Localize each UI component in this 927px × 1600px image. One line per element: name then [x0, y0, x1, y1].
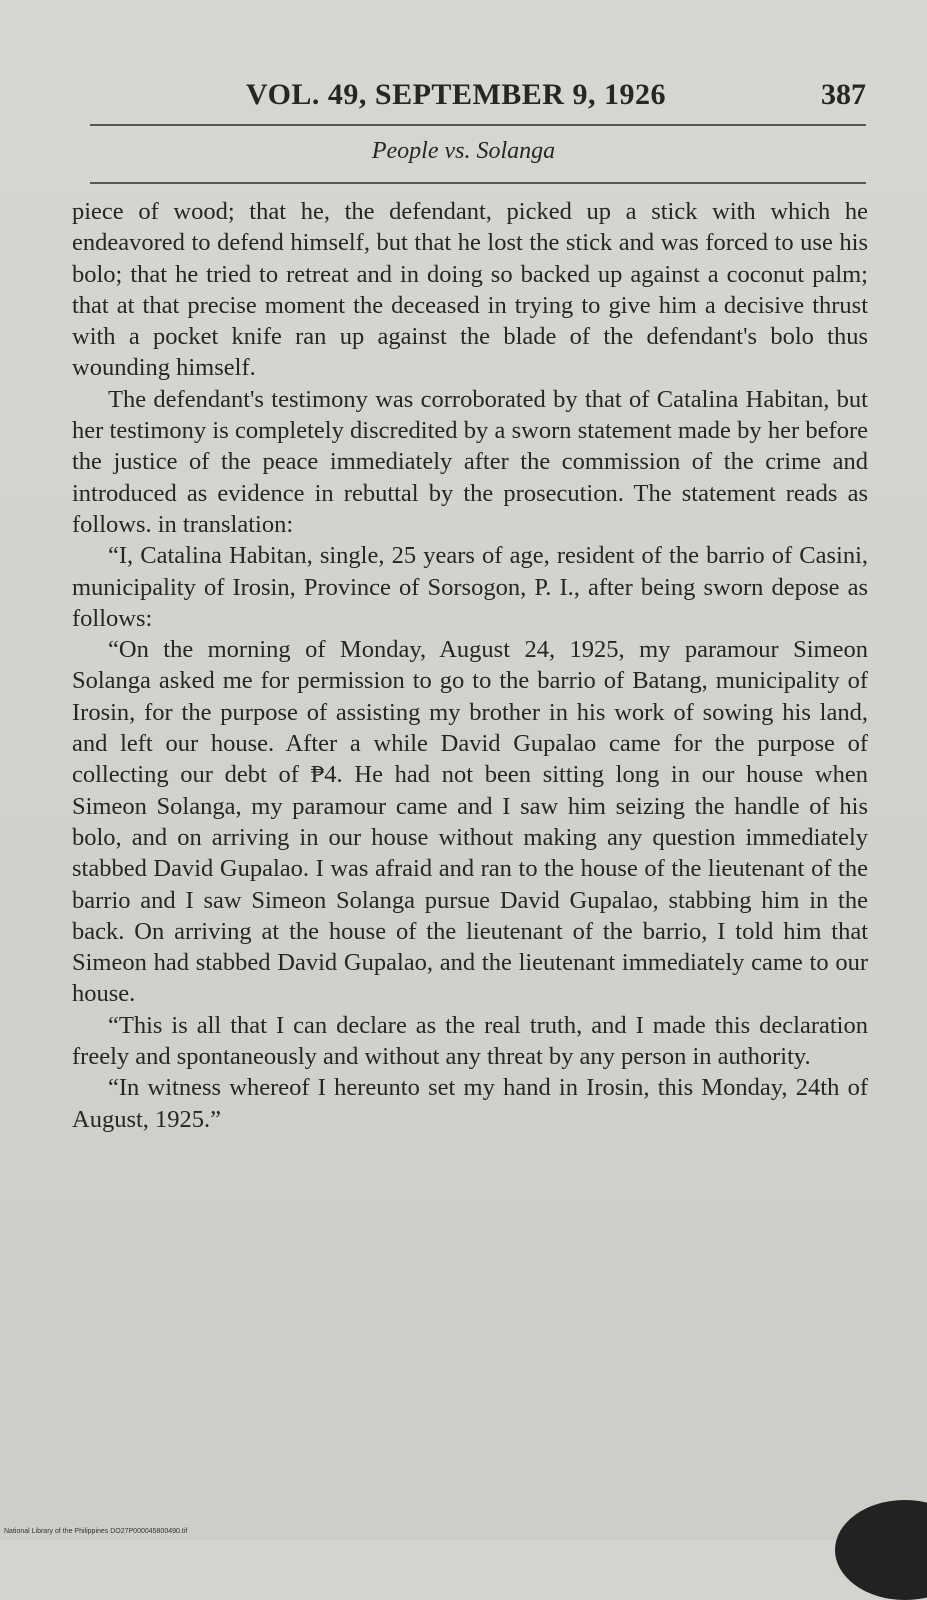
header-rule-top [90, 124, 866, 126]
body-text [72, 196, 868, 1135]
paragraph-statement-witness: “In witness whereof I hereunto set my hand in Irosin, this Monday, 24th of August, 1925.” [72, 1074, 868, 1133]
paragraph-continuation: piece of wood; that he, the defendant, picked up a stick with which he endeavored to defend himself, but that he lost the stick and was forced to use his bolo; that he tried to retreat and in doing so backed up against a coconut palm; that at that precise moment the deceased in trying to give him a decisive thrust with a pocket knife ran up against the blade of the defendant's bolo thus wounding himself. [72, 198, 868, 382]
paragraph-statement-declaration: “This is all that I can declare as the real truth, and I made this declaration freely and spontaneously and without any threat by any person in authority. [72, 1011, 868, 1071]
paragraph-corroboration: The defendant's testimony was corroborated by that of Catalina Habitan, but her testimony is completely discredited by a sworn statement made by her before the justice of the peace immediately after the commission of the crime and introduced as evidence in rebuttal by the prosecution. The statement reads as follows. in translation: [72, 385, 868, 538]
scan-credit: National Library of the Philippines DO27P000045800490.tif [4, 1528, 188, 1535]
case-running-head: People vs. Solanga [371, 138, 556, 164]
corner-shadow [835, 1500, 927, 1600]
paragraph-statement-intro: “I, Catalina Habitan, single, 25 years of age, resident of the barrio of Casini, municipality of Irosin, Province of Sorsogon, P. I., after being sworn depose as follows: [72, 542, 868, 632]
page-header [246, 78, 866, 118]
volume-date-heading: VOL. 49, SEPTEMBER 9, 1926 [246, 78, 666, 111]
page-number: 387 [821, 78, 866, 111]
paragraph-statement-account: “On the morning of Monday, August 24, 1925, my paramour Simeon Solanga asked me for permission to go to the barrio of Batang, municipality of Irosin, for the purpose of assisting my brother in his work of sowing his land, and left our house. After a while David Gupalao came for the purpose of collecting our debt of ₱4. He had not been sitting long in our house when Simeon Solanga, my paramour came and I saw him seizing the handle of his bolo, and on arriving in our house without making any question immediately stabbed David Gupalao. I was afraid and ran to the house of the lieutenant of the barrio and I saw Simeon Solanga pursue David Gupalao, stabbing him in the back. On arriving at the house of the lieutenant of the barrio, I told him that Simeon had stabbed David Gupalao, and the lieutenant immediately came to our house. [72, 636, 868, 1008]
header-rule-bottom [90, 182, 866, 184]
